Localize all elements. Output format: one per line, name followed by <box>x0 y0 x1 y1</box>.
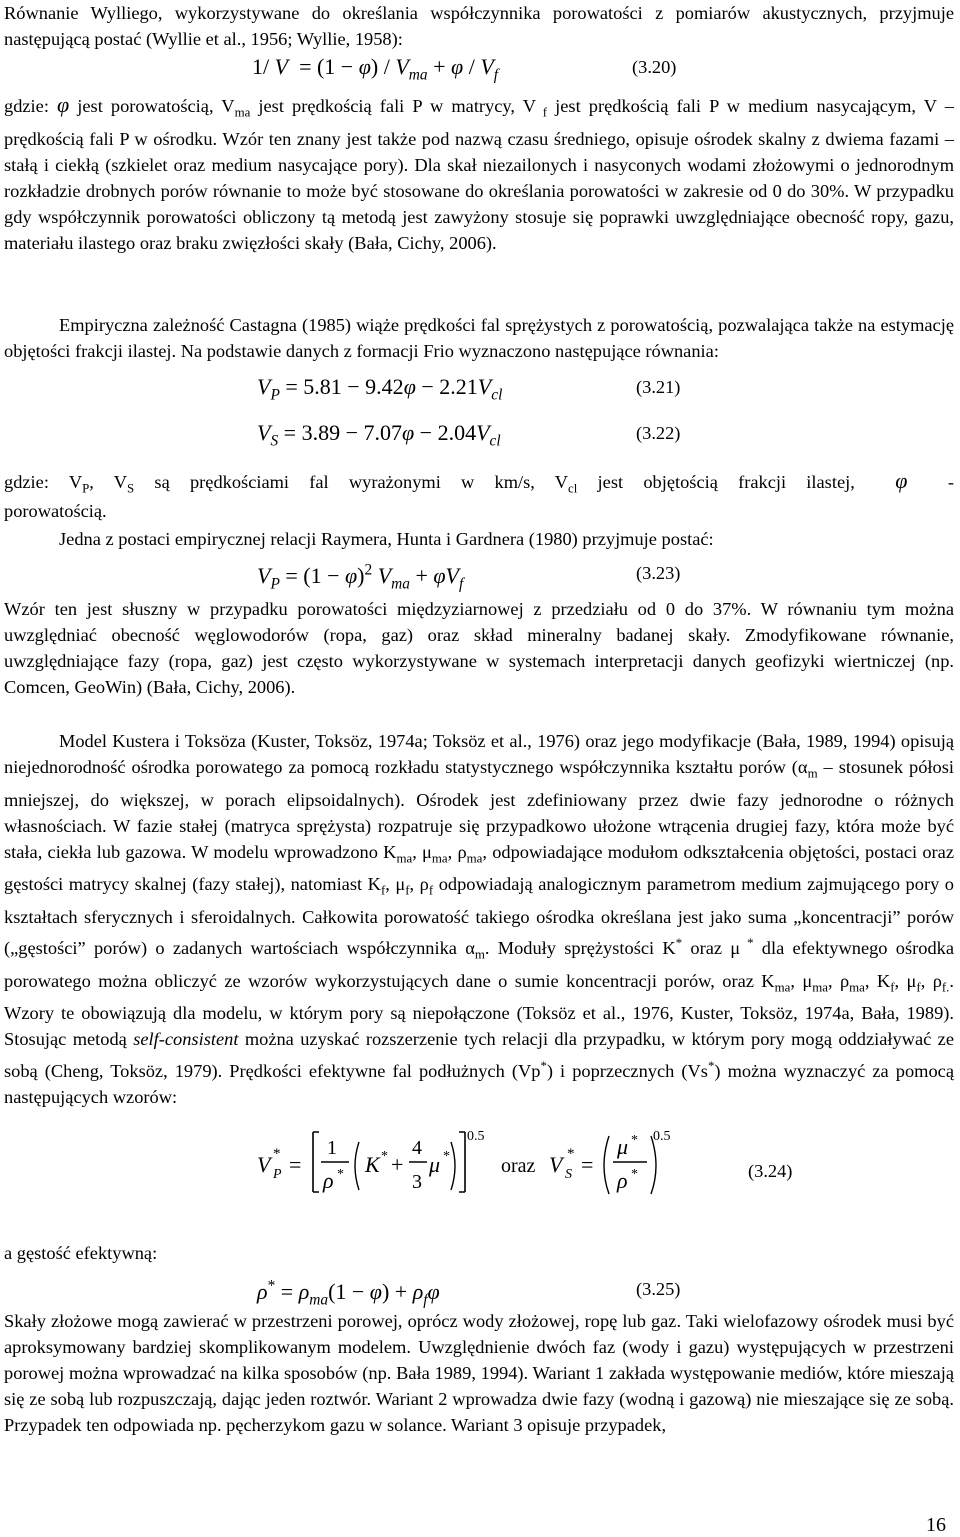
svg-text:0.5: 0.5 <box>467 1129 485 1144</box>
equation-number: (3.25) <box>636 1279 681 1299</box>
svg-text:0.5: 0.5 <box>653 1129 671 1144</box>
svg-text:*: * <box>443 1149 450 1164</box>
page-number: 16 <box>926 1514 946 1536</box>
paragraph-text: Skały złożowe mogą zawierać w przestrzeni porowej, oprócz wody złożowej, ropę lub gaz. Taki wielofazowy ośrodek musi być aproksymowany bardziej skomplikowanym modelem. Uwzględnienie dwóch faz (wody i gazu) występujących w przestrzeni porowej można wprowadzać na kilka sposobów (np. Bała 1989, 1994). Wariant 1 zakłada występowanie mediów, które mieszają się ze sobą lub rozpuszczają, dając jeden roztwór. Wariant 2 wprowadza dwie fazy (wodną i gazową) nie mieszające się ze sobą. Przypadek ten odpowiada np. pęcherzykom gazu w solance. Wariant 3 opisuje przypadek, <box>4 1311 954 1435</box>
equation-3-21 <box>257 372 502 410</box>
svg-text:=: = <box>581 1152 594 1177</box>
svg-text:*: * <box>631 1133 638 1148</box>
paragraph-castagna <box>4 312 954 364</box>
svg-text:*: * <box>567 1146 575 1162</box>
paragraph-text: gdzie: φ jest porowatością, $V_{ma}$ jest prędkością fali P w matrycy, V $_f$ jest prędkością fali P w medium nasycającym, V – prędkością fali P w ośrodku. Wzór ten znany jest także pod nazwą czasu średniego, opisuje ośrodek skalny z dwiema fazami – stałą i ciekłą (szkielet oraz medium nasycające pory). Dla skał niezailonych i nasyconych wodami złożowymi o jednorodnym rozkładzie drobnych porów równanie to może być stosowane do określania porowatości w zakresie od 0 do 30%. W przypadku gdy współczynnik porowatości obliczony tą metodą jest zawyżony stosuje się poprawki uwzględniające obecność ropy, gazu, materiału ilastego oraz braku zwięzłości skały (Bała, Cichy, 2006). <box>4 92 954 253</box>
svg-text:*: * <box>337 1167 344 1182</box>
svg-text:ρ: ρ <box>617 1168 628 1193</box>
svg-text:μ: μ <box>429 1152 441 1177</box>
svg-text:S: S <box>565 1167 572 1182</box>
paragraph-wyllie-intro <box>4 0 954 52</box>
paragraph-kuster-toksoz <box>4 728 954 1110</box>
paragraph-text: Model Kustera i Toksöza (Kuster, Toksöz, 1974a; Toksöz et al., 1976) oraz jego modyfikacje (Bała, 1989, 1994) opisują niejednorodność ośrodka porowatego za pomocą rozkładu statystycznego współczynnika kształtu porów ($\alpha_m$ – stosunek półosi mniejszej, do większej, w porach elipsoidalnych). Ośrodek jest zdefiniowany przez dwie fazy jednorodne o różnych własnościach. W fazie stałej (matryca sprężysta) rozpatruje się przypadkowo ułożone wtrącenia drugiej fazy, która może być stała, ciekła lub gazowa. W modelu wprowadzono $K_{ma}$, $\mu_{ma}$, $\rho_{ma}$, odpowiadające modułom odkształcenia objętości, postaci oraz gęstości matrycy skalnej (fazy stałej), natomiast $K_f$, $\mu_f$, $\rho_f$ odpowiadają analogicznym parametrom medium zajmującego pory o kształtach sferycznych i sferoidalnych. Całkowita porowatość takiego ośrodka określana jest jako suma „koncentracji” porów („gęstości” porów) o zadanych wartościach współczynnika $\alpha_m$. Moduły sprężystości K* oraz μ * dla efektywnego ośrodka porowatego można obliczyć ze wzorów wykorzystujących dane o sumie koncentracji porów, oraz $K_{ma}$, $\mu_{ma}$, $\rho_{ma}$, $K_f$, $\mu_f$, $\rho_{f.}$. Wzory te obowiązują dla modelu, w którym pory są niepołączone (Toksöz et al., 1976, Kuster, Toksöz, 1974a, Bała, 1989). Stosując metodą self-consistent można uzyskać rozszerzenie tych relacji dla przypadku, w którym pory mogą oddziaływać ze sobą (Cheng, Toksöz, 1979). Prędkości efektywne fal podłużnych (Vp*) i poprzecznych (Vs*) można wyznaczyć za pomocą następujących wzorów: <box>4 731 955 1107</box>
paragraph-text: gdzie: $V_P$, $V_S$ są prędkościami fal wyrażonymi w km/s, $V_{cl}$ jest objętością frakcji ilastej, φ - <box>4 468 954 496</box>
svg-text:4: 4 <box>412 1137 422 1159</box>
svg-text:P: P <box>273 1167 282 1182</box>
svg-text:V: V <box>549 1152 563 1177</box>
paragraph-line: a gęstość efektywną: <box>4 1243 158 1263</box>
svg-text:μ: μ <box>617 1134 629 1159</box>
equation-number: (3.21) <box>636 377 681 397</box>
paragraph-text: Równanie Wylliego, wykorzystywane do określania współczynnika porowatości z pomiarów akustycznych, przyjmuje następującą postać (Wyllie et al., 1956; Wyllie, 1958): <box>4 3 954 49</box>
svg-text:*: * <box>381 1149 388 1164</box>
equation-number: (3.20) <box>632 57 677 77</box>
svg-text:*: * <box>631 1167 638 1182</box>
paragraph-castagna-explanation <box>4 468 954 502</box>
equation-formula: $V_P = (1 - \varphi)^2$ $V_{ma} + \varphi V_f$ <box>257 562 464 593</box>
paragraph-multiphase <box>4 1308 954 1438</box>
svg-text:3: 3 <box>412 1171 422 1193</box>
equation-3-22 <box>257 418 501 456</box>
equation-3-24 <box>255 1128 675 1198</box>
equation-3-23 <box>257 556 463 600</box>
svg-text:ρ: ρ <box>323 1168 334 1193</box>
svg-text:K: K <box>365 1152 380 1177</box>
equation-formula <box>255 1128 675 1198</box>
paragraph-raymer <box>4 526 954 552</box>
svg-text:V: V <box>257 1152 271 1177</box>
paragraph-text: Jedna z postaci empirycznej relacji Raymera, Hunta i Gardnera (1980) przyjmuje postać: <box>59 529 714 549</box>
equation-3-20 <box>252 52 498 90</box>
equation-number: (3.23) <box>636 563 681 583</box>
equation-formula: $V_S = 3.89 - 7.07\varphi - 2.04V_{cl}$ <box>257 420 501 450</box>
svg-text:+: + <box>391 1152 404 1177</box>
equation-formula: $\rho^* = \rho_{ma}(1 - \varphi) + \rho_f\varphi$ <box>257 1278 440 1309</box>
paragraph-text: Empiryczna zależność Castagna (1985) wiąże prędkości fal sprężystych z porowatością, pozwalająca także na estymację objętości frakcji ilastej. Na podstawie danych z formacji Frio wyznaczono następujące równania: <box>4 315 954 361</box>
equation-number: (3.22) <box>636 423 681 443</box>
paragraph-text: Wzór ten jest słuszny w przypadku porowatości międzyziarnowej z przedziału od 0 do 37%. W równaniu tym można uwzględniać obecność węglowodorów (ropa, gaz) oraz skład mineralny badanej skały. Zmodyfikowane równanie, uwzględniające fazy (ropa, gaz) jest często wykorzystywane w systemach interpretacji danych geofizyki wiertniczej (np. Comcen, GeoWin) (Bała, Cichy, 2006). <box>4 599 954 697</box>
equation-formula: $V_P = 5.81 - 9.42\varphi - 2.21V_{cl}$ <box>257 374 503 404</box>
equation-formula: 1/ $V = (1 - \varphi) / V_{ma} + \varphi / V_f$ <box>252 54 499 84</box>
svg-text:*: * <box>273 1146 281 1162</box>
paragraph-line: porowatością. <box>4 501 107 521</box>
paragraph-wyllie-explanation <box>4 92 954 256</box>
svg-text:1: 1 <box>327 1137 337 1159</box>
svg-text:=: = <box>289 1152 302 1177</box>
paragraph-raymer-explanation <box>4 596 954 700</box>
equation-number: (3.24) <box>748 1161 793 1181</box>
svg-text:oraz: oraz <box>501 1155 536 1177</box>
